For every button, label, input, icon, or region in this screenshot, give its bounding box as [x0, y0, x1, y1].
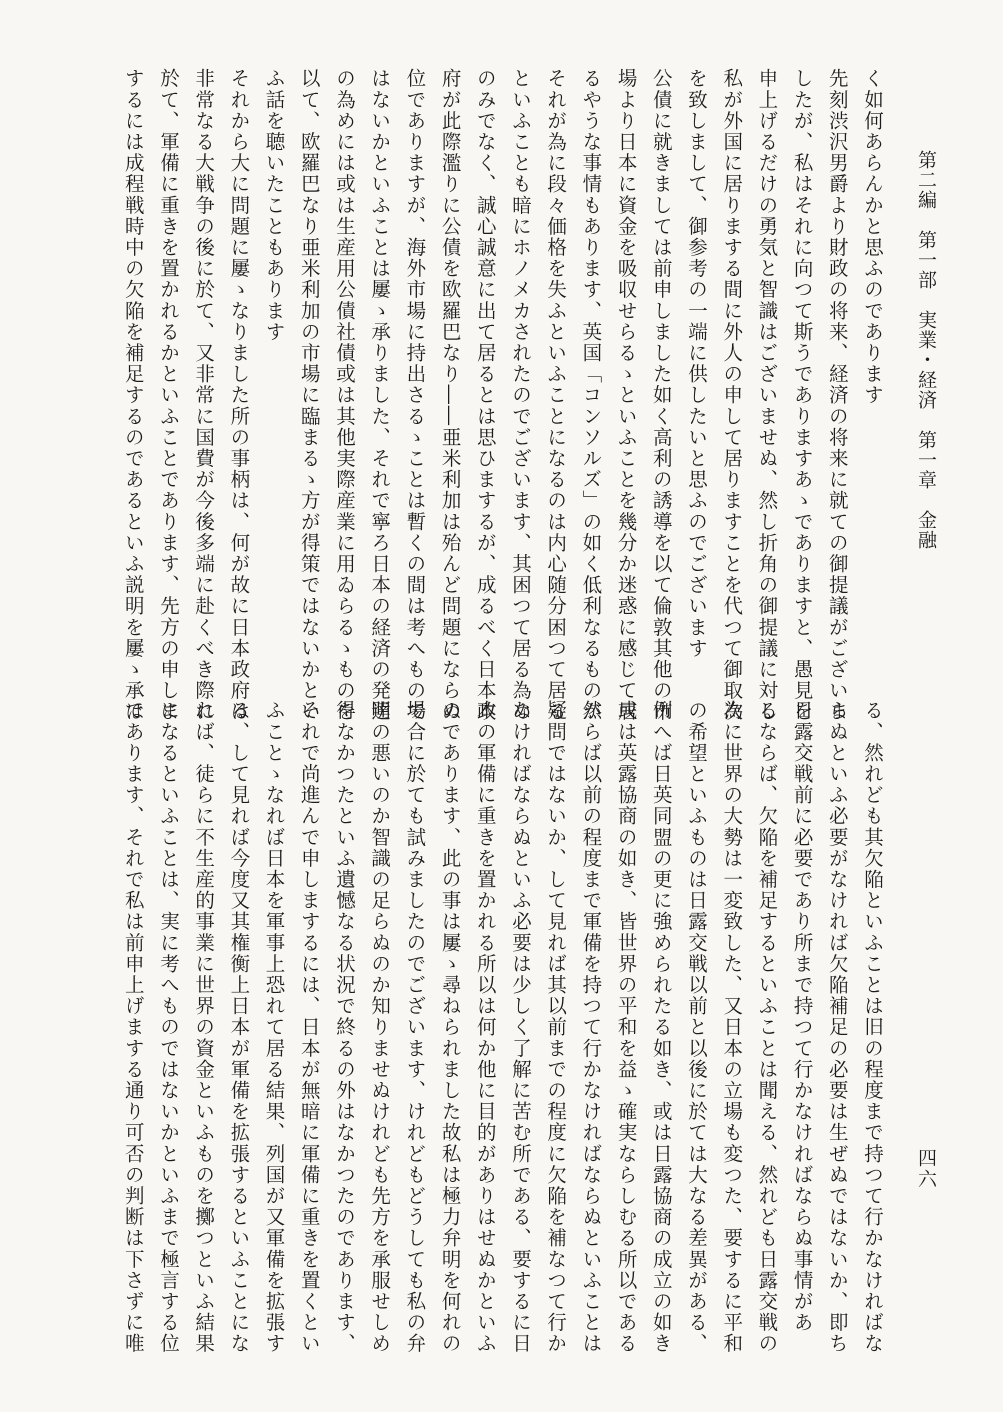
text-line: 明の悪いのか智識の足らぬのか知りませぬけれども先方を承服せしめ	[368, 700, 392, 1355]
text-line: になるといふことは、実に考へものではないかといふまで極言する位	[156, 700, 180, 1355]
text-line: のみでなく、誠心誠意に出て居るとは思ひまするが、成るべく日本政	[473, 68, 497, 723]
text-line: 公債に就きましては前申しました如く高利の誘導を以て倫敦其他の市	[649, 68, 673, 723]
text-line: それが為に段々価格を失ふといふことになるのは内心随分困つて居る	[544, 68, 568, 723]
text-line: るならば、欠陥を補足するといふことは聞える、然れども日露交戦の	[755, 700, 779, 1355]
text-line: といふことも暗にホノメカされたのでございます、其困つて居る為め	[508, 68, 532, 723]
text-line: る、然れども其欠陥といふことは旧の程度まで持つて行かなければな	[861, 700, 884, 1355]
text-line: 府が此際濫りに公債を欧羅巴なり――亜米利加は殆んど問題にならぬ	[438, 68, 462, 723]
text-line: れば、徒らに不生産的事業に世界の資金といふものを擲つといふ結果	[192, 700, 216, 1355]
text-line: 日露交戦前に必要であり所まで持つて行かなければならぬ事情があ	[790, 700, 814, 1333]
text-line: ふことゝなれば日本を軍事上恐れて居る結果、列国が又軍備を拡張す	[262, 700, 286, 1355]
text-line: 得なかつたといふ遺憾なる状況で終るの外はなかつたのであります、	[332, 700, 356, 1355]
text-line: 申上げるだけの勇気と智識はございませぬ、然し折角の御提議に対し	[755, 68, 779, 723]
text-line: 或は英露協商の如き、皆世界の平和を益ゝ確実ならしむる所以である	[614, 700, 638, 1355]
top-text-block	[96, 68, 890, 723]
text-line: 然らば以前の程度まで軍備を持つて行かなければならぬといふことは	[579, 700, 603, 1355]
text-line: く如何あらんかと思ふのであります	[861, 68, 884, 406]
text-line: らぬといふ必要がなければ欠陥補足の必要は生ぜぬではないか、即ち	[825, 700, 849, 1355]
text-line: 於て、軍備に重きを置かれるかといふことであります、先方の申しま	[156, 68, 180, 723]
text-line: 例へば日英同盟の更に強められたる如き、或は日露協商の成立の如き	[649, 700, 673, 1355]
page-number: 四六	[915, 1148, 937, 1190]
text-line: するには成程戦時中の欠陥を補足するのであるといふ説明を屢ゝ承は	[121, 68, 145, 723]
text-line: したが、私はそれに向つて斯うでありますあゝでありますと、愚見を	[790, 68, 814, 723]
text-line: る、して見れば今度又其権衡上日本が軍備を拡張するといふことにな	[227, 700, 251, 1355]
text-line: 為に世界の大勢は一変致した、又日本の立場も変つた、要するに平和	[720, 700, 744, 1355]
text-line: 本の軍備に重きを置かれる所以は何か他に目的がありはせぬかといふ	[473, 700, 497, 1355]
text-line: 疑問ではないか、して見れば其以前までの程度に欠陥を補なつて行か	[544, 700, 568, 1355]
text-line: ふ話を聴いたこともあります	[262, 68, 286, 343]
text-line: 以て、欧羅巴なり亜米利加の市場に臨まるゝ方が得策ではないかとい	[297, 68, 321, 723]
text-line: それで尚進んで申しまするには、日本が無暗に軍備に重きを置くとい	[297, 700, 321, 1355]
text-line: 非常なる大戦争の後に於て、又非常に国費が今後多端に赴くべき際に	[192, 68, 216, 723]
text-line: 位でありますが、海外市場に持出さるゝことは暫くの間は考へもので	[403, 68, 427, 723]
text-line: 先刻渋沢男爵より財政の将来、経済の将来に就ての御提議がございま	[825, 68, 849, 723]
text-line: なければならぬといふ必要は少しく了解に苦む所である、要するに日	[508, 700, 532, 1355]
text-line: それから大に問題に屢ゝなりました所の事柄は、何が故に日本政府は	[227, 68, 251, 723]
text-line: 場より日本に資金を吸収せらるゝといふことを幾分か迷惑に感じて居	[614, 68, 638, 723]
text-line: であります、それで私は前申上げまする通り可否の判断は下さずに唯	[121, 700, 145, 1355]
running-head: 第二編 第一部 実業・経済 第一章 金融	[915, 150, 937, 550]
text-line: はないかといふことは屢ゝ承りました、それで寧ろ日本の経済の発達	[368, 68, 392, 723]
text-line: 場合に於ても試みましたのでございます、けれどもどうしても私の弁	[403, 700, 427, 1355]
text-line: 私が外国に居りまする間に外人の申して居りますことを代つて御取次	[720, 68, 744, 723]
text-line: を致しまして、御参考の一端に供したいと思ふのでございます	[684, 68, 708, 659]
text-line: のであります、此の事は屢ゝ尋ねられました故私は極力弁明を何れの	[438, 700, 462, 1355]
bottom-text-block	[96, 700, 890, 1355]
text-line: の為めには或は生産用公債社債或は其他実際産業に用ゐらるゝものを	[332, 68, 356, 723]
text-line: るやうな事情もあります、英国「コンソルズ」の如く低利なるものが	[579, 68, 603, 723]
text-line: の希望といふものは日露交戦以前と以後に於ては大なる差異がある、	[684, 700, 708, 1355]
